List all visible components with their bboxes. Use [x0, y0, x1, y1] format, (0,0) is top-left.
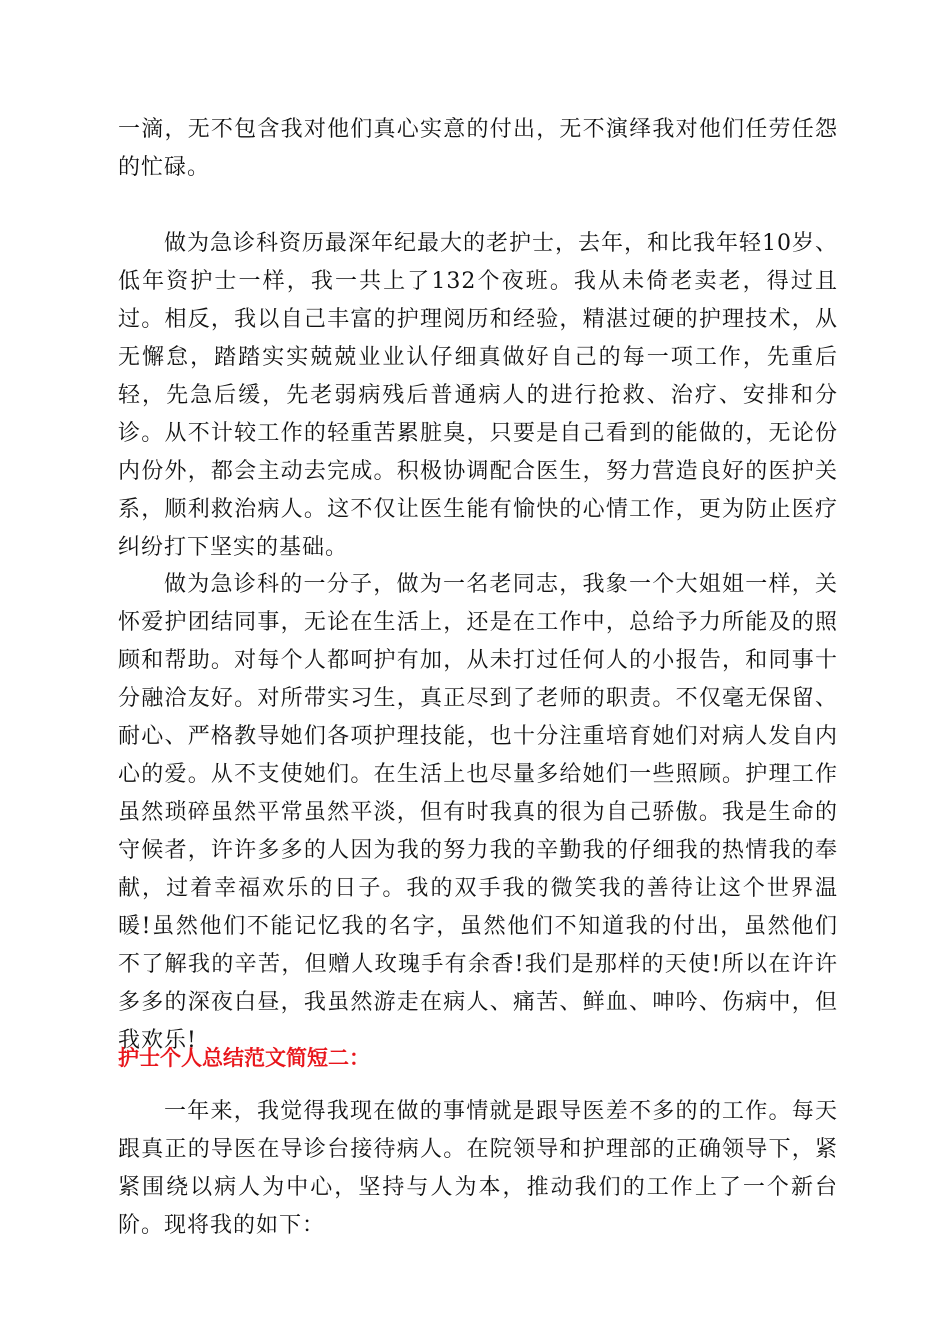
paragraph-colleagues: 做为急诊科的一分子，做为一名老同志，我象一个大姐姐一样，关怀爱护团结同事，无论在生活上，还是在工作中，总给予力所能及的照顾和帮助。对每个人都呵护有加，从未打过任何人的小报告，和同事十分融洽友好。对所带实习生，真正尽到了老师的职责。不仅毫无保留、耐心、严格教导她们各项护理技能，也十分注重培育她们对病人发自内心的爱。从不支使她们。在生活上也尽量多给她们一些照顾。护理工作虽然琐碎虽然平常虽然平淡，但有时我真的很为自己骄傲。我是生命的守候者，许许多多的人因为我的努力我的辛勤我的仔细我的热情我的奉献，过着幸福欢乐的日子。我的双手我的微笑我的善待让这个世界温暖!虽然他们不能记忆我的名字，虽然他们不知道我的付出，虽然他们不了解我的辛苦，但赠人玫瑰手有余香!我们是那样的天使!所以在许许多多的深夜白昼，我虽然游走在病人、痛苦、鲜血、呻吟、伤病中，但我欢乐! — [118, 572, 838, 1053]
paragraph-guide-work: 一年来，我觉得我现在做的事情就是跟导医差不多的的工作。每天跟真正的导医在导诊台接待病人。在院领导和护理部的正确领导下，紧紧围绕以病人为中心，坚持与人为本，推动我们的工作上了一个新台阶。现将我的如下： — [118, 1099, 838, 1238]
paragraph-continuation: 一滴，无不包含我对他们真心实意的付出，无不演绎我对他们任劳任怨的忙碌。 — [118, 117, 838, 180]
section-heading: 护士个人总结范文简短二： — [118, 1046, 370, 1070]
paragraph-night-shifts: 做为急诊科资历最深年纪最大的老护士，去年，和比我年轻10岁、低年资护士一样，我一共上了132个夜班。我从未倚老卖老，得过且过。相反，我以自己丰富的护理阅历和经验，精湛过硬的护理技术，从无懈怠，踏踏实实兢兢业业认仔细真做好自己的每一项工作，先重后轻，先急后缓，先老弱病残后普通病人的进行抢救、治疗、安排和分诊。从不计较工作的轻重苦累脏臭，只要是自己看到的能做的，无论份内份外，都会主动去完成。积极协调配合医生，努力营造良好的医护关系，顺利救治病人。这不仅让医生能有愉快的心情工作，更为防止医疗纠纷打下坚实的基础。 — [118, 231, 838, 560]
